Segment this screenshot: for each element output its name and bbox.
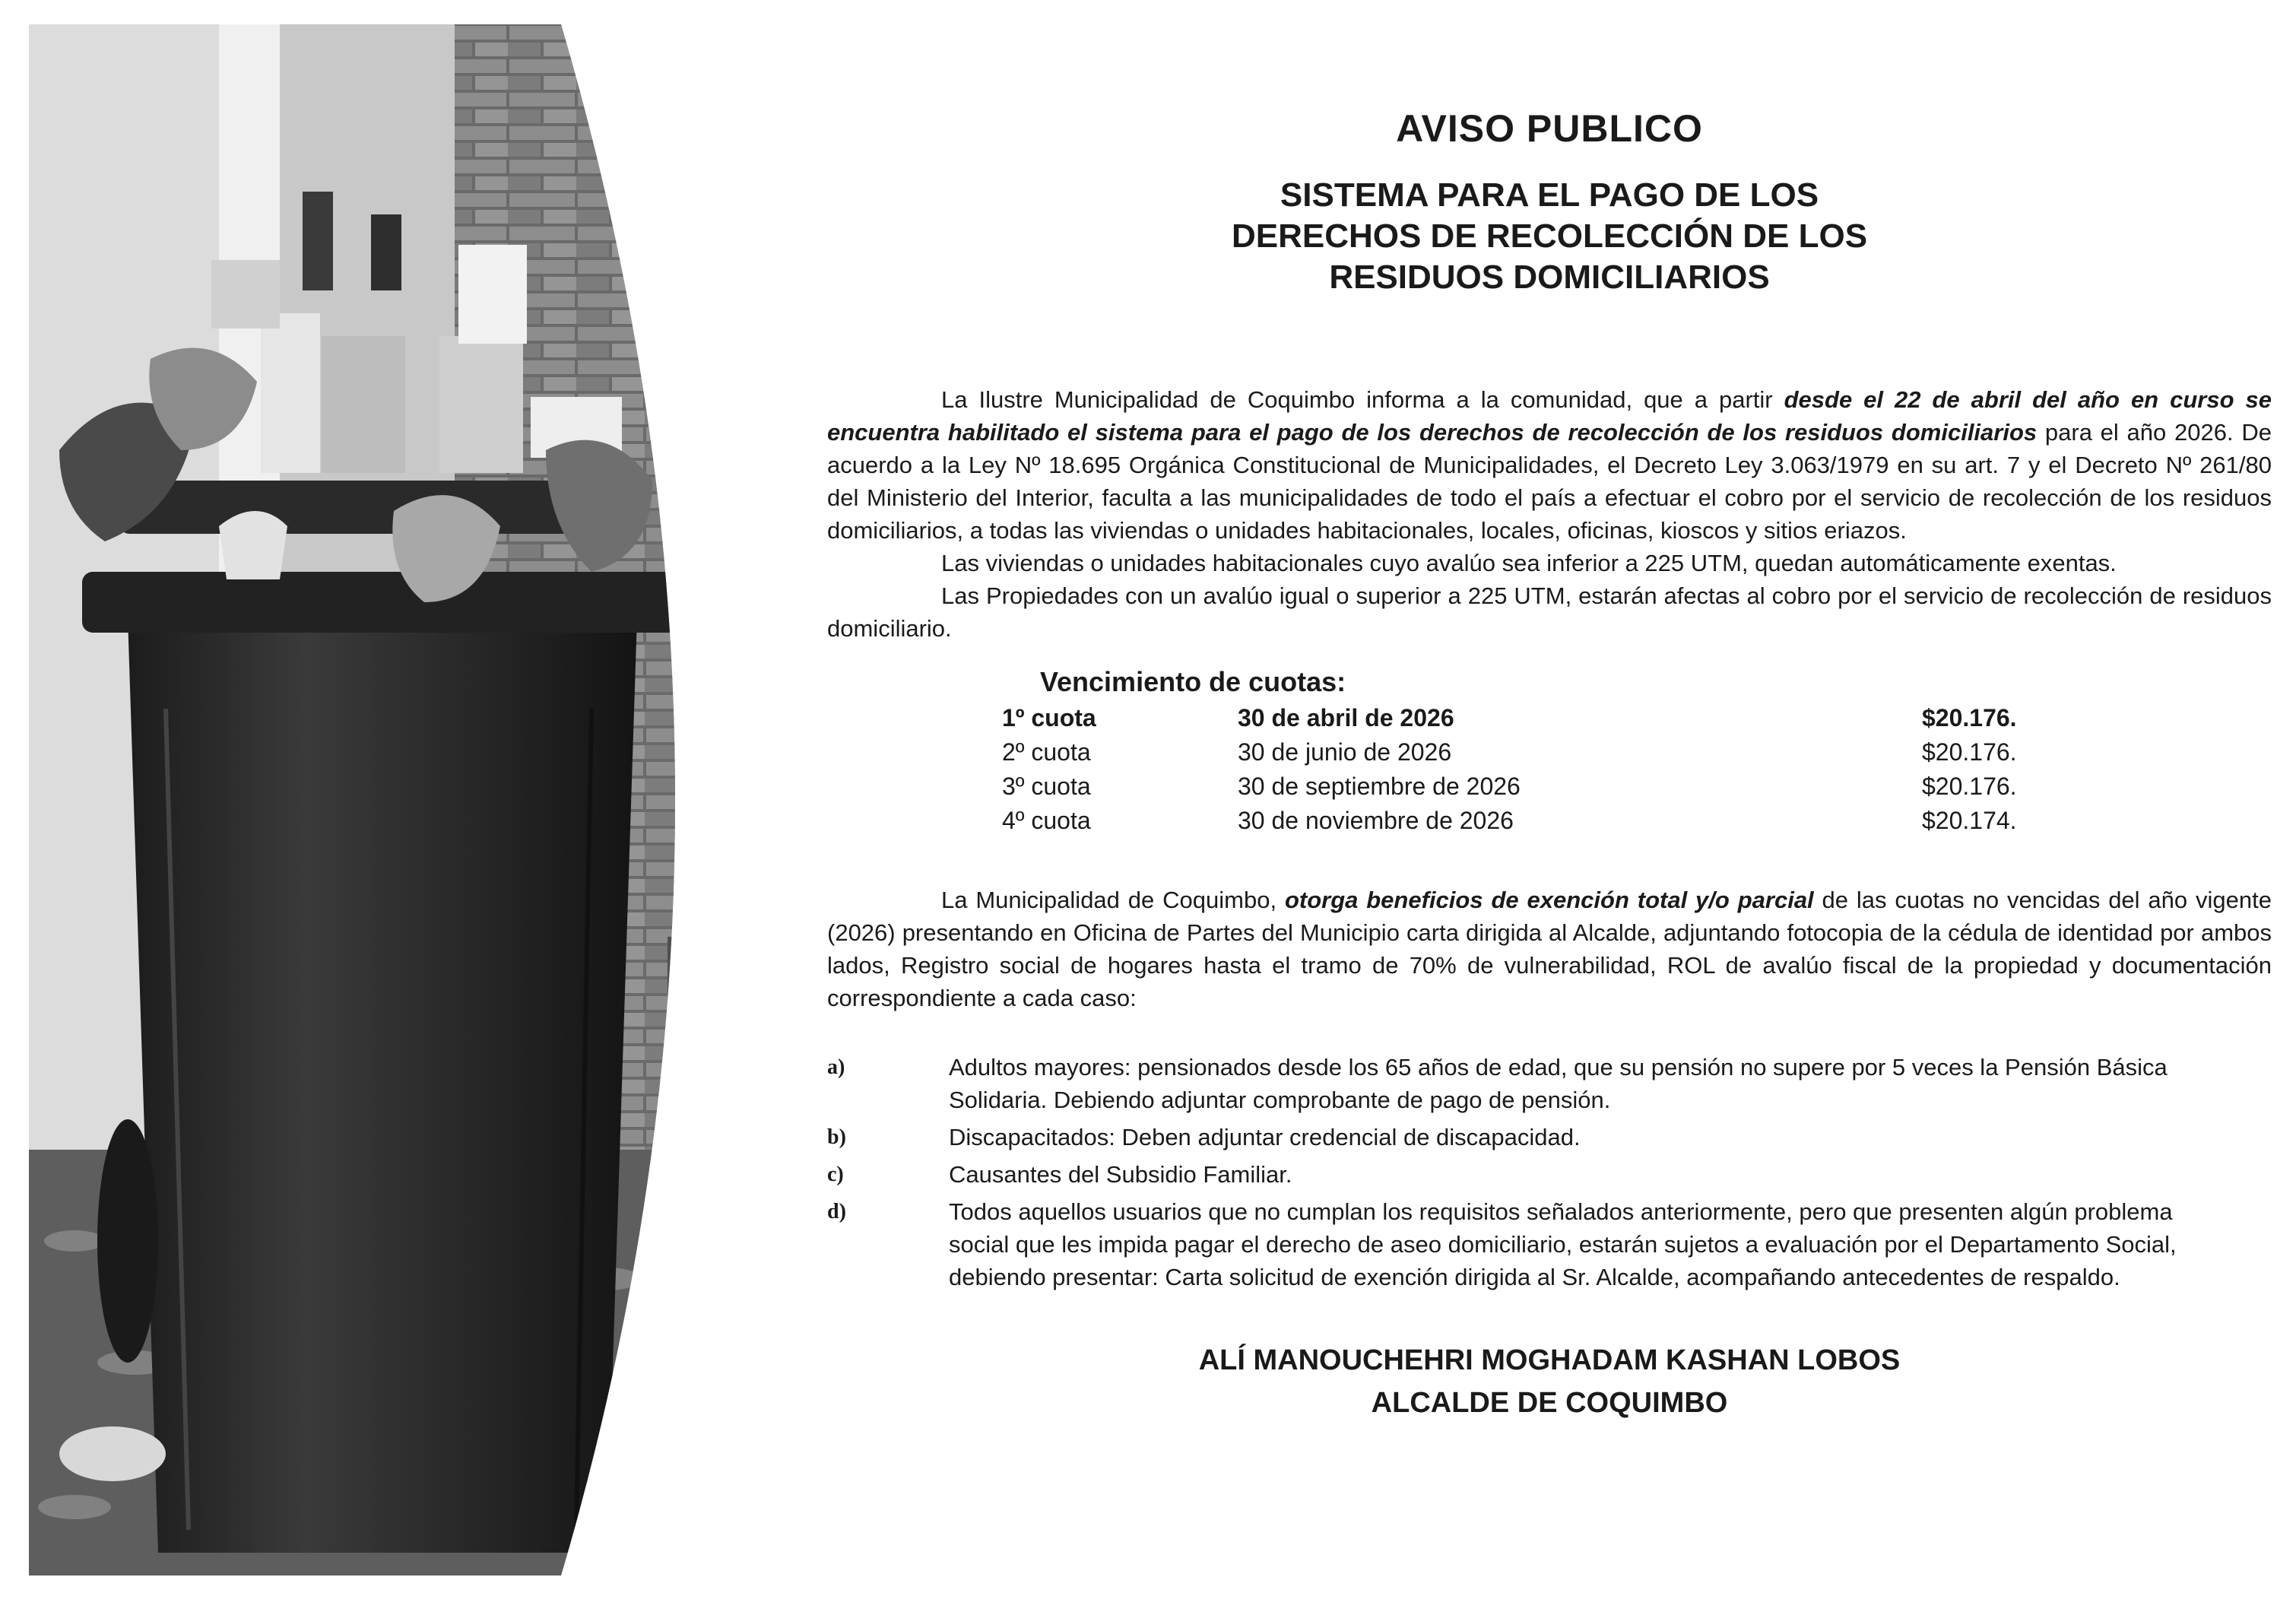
cuota-amount: $20.176. <box>1922 773 2017 800</box>
item-letter: d) <box>827 1200 846 1223</box>
cuota-label: 1º cuota <box>1002 704 1096 731</box>
subtitle-line: DERECHOS DE RECOLECCIÓN DE LOS <box>1231 217 1868 255</box>
subtitle-line: RESIDUOS DOMICILIARIOS <box>1329 259 1770 296</box>
cuota-date: 30 de noviembre de 2026 <box>1238 807 1514 834</box>
affected-paragraph: Las Propiedades con un avalúo igual o superior a 225 UTM, estarán afectas al cobro por el servicio de recolección de residuos domiciliario. <box>827 582 2272 642</box>
list-item <box>827 1158 2272 1191</box>
list-item <box>827 1195 2272 1293</box>
item-text: Discapacitados: Deben adjuntar credencial de discapacidad. <box>949 1124 1581 1150</box>
exempt-paragraph: Las viviendas o unidades habitacionales cuyo avalúo sea inferior a 225 UTM, quedan automáticamente exentas. <box>941 550 2117 576</box>
schedule-row <box>827 770 2272 804</box>
cuota-amount: $20.176. <box>1922 704 2017 731</box>
intro-text: para el año 2026. De acuerdo a la Ley Nº 18.695 Orgánica Constitucional de Municipalidades, el Decreto Ley 3.063/1979 en su art. 7 y el Decreto Nº 261/80 del Ministerio del Interior, faculta a las municipalidades de todo el país a efectuar el cobro por el servicio de recolección de los residuos domiciliarios, a todas las viviendas o unidades habitacionales, locales, oficinas, kioscos y sitios eriazos. <box>827 419 2272 544</box>
intro-emphasis: desde el 22 de abril del año en curso se encuentra habilitado el sistema para el pago de los derechos de recolección de los residuos domiciliarios <box>827 386 2272 446</box>
list-item <box>827 1121 2272 1153</box>
cuota-label: 4º cuota <box>1002 807 1091 834</box>
item-text: Adultos mayores: pensionados desde los 65 años de edad, que su pensión no supere por 5 veces la Pensión Básica Solidaria. Debiendo adjuntar comprobante de pago de pensión. <box>949 1054 2168 1113</box>
cuota-amount: $20.174. <box>1922 807 2017 834</box>
intro-text: La Ilustre Municipalidad de Coquimbo informa a la comunidad, que a partir <box>941 386 1784 413</box>
benefits-text: La Municipalidad de Coquimbo, <box>941 887 1285 913</box>
item-text: Causantes del Subsidio Familiar. <box>949 1161 1292 1188</box>
cuota-label: 3º cuota <box>1002 773 1091 800</box>
signature-block <box>827 1339 2272 1424</box>
list-item <box>827 1051 2272 1116</box>
garbage-bin-photo <box>29 24 736 1576</box>
cuota-date: 30 de junio de 2026 <box>1238 738 1452 766</box>
notice-subtitle <box>827 175 2272 298</box>
requirements-list <box>827 1051 2272 1293</box>
item-letter: c) <box>827 1163 844 1186</box>
mayor-role: ALCALDE DE COQUIMBO <box>1371 1387 1728 1419</box>
benefits-text: de las cuotas no vencidas del año vigente (2026) presentando en Oficina de Partes del Municipio carta dirigida al Alcalde, adjuntando fotocopia de la cédula de identidad por ambos lados, Registro social de hogares hasta el tramo de 70% de vulnerabilidad, ROL de avalúo fiscal de la propiedad y documentación correspondiente a cada caso: <box>827 887 2272 1011</box>
schedule-title: Vencimiento de cuotas: <box>1040 666 1346 697</box>
cuota-label: 2º cuota <box>1002 738 1091 766</box>
schedule-row <box>827 735 2272 770</box>
subtitle-line: SISTEMA PARA EL PAGO DE LOS <box>1280 176 1819 214</box>
notice-text-column <box>827 106 2272 1424</box>
cuota-amount: $20.176. <box>1922 738 2017 766</box>
benefits-emphasis: otorga beneficios de exención total y/o parcial <box>1284 887 1814 913</box>
schedule-row <box>827 804 2272 838</box>
cuota-date: 30 de septiembre de 2026 <box>1238 773 1521 800</box>
payment-schedule <box>827 666 2272 838</box>
mayor-name: ALÍ MANOUCHEHRI MOGHADAM KASHAN LOBOS <box>1198 1344 1901 1376</box>
intro-paragraph <box>827 383 2272 547</box>
schedule-row <box>827 701 2272 735</box>
item-text: Todos aquellos usuarios que no cumplan los requisitos señalados anteriormente, pero que presenten algún problema social que les impida pagar el derecho de aseo domiciliario, estarán sujetos a evaluación por el Departamento Social, debiendo presentar: Carta solicitud de exención dirigida al Sr. Alcalde, acompañando antecedentes de respaldo. <box>949 1198 2177 1290</box>
benefits-paragraph <box>827 884 2272 1014</box>
notice-title: AVISO PUBLICO <box>1396 107 1703 150</box>
item-letter: b) <box>827 1125 846 1149</box>
item-letter: a) <box>827 1055 845 1079</box>
cuota-date: 30 de abril de 2026 <box>1238 704 1454 731</box>
